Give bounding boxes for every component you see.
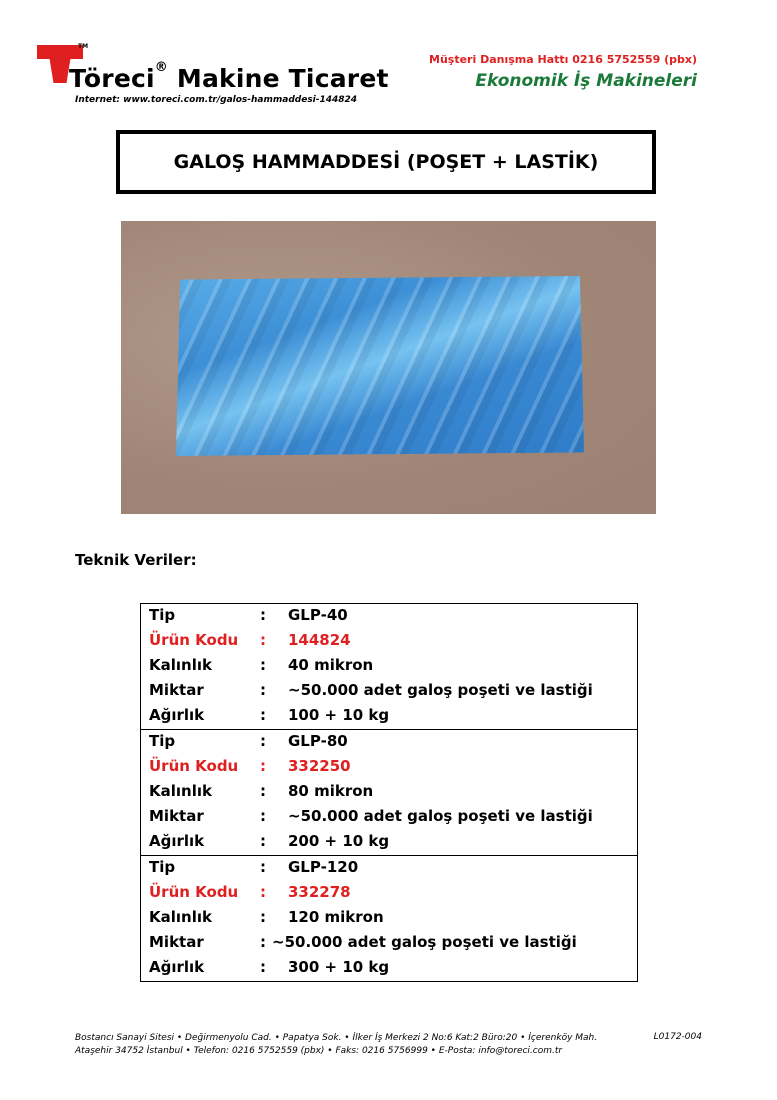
footer-line-1: Bostancı Sanayi Sitesi • Değirmenyolu Cad. • Papatya Sok. • İlker İş Merkezi 2 No:6 Kat:2 Büro:20 • İçerenköy Mah.: [75, 1033, 598, 1043]
section-heading: Teknik Veriler:: [75, 551, 197, 569]
spec-row-urun-kodu: Ürün Kodu : 332250: [149, 757, 351, 775]
spec-row-urun-kodu: Ürün Kodu : 144824: [149, 631, 351, 649]
tip-value: GLP-120: [288, 858, 359, 876]
spec-row-agirlik: Ağırlık : 300 + 10 kg: [149, 958, 390, 976]
page-title-box: [116, 130, 656, 194]
spec-row-kalinlik: Kalınlık : 40 mikron: [149, 656, 374, 674]
spec-group: [141, 729, 637, 855]
urun-kodu-value: 332250: [288, 757, 351, 775]
spec-row-miktar: Miktar : ~50.000 adet galoş poşeti ve lastiği: [149, 933, 577, 951]
spec-row-tip: Tip : GLP-120: [149, 858, 359, 876]
blue-bag-image: [176, 276, 584, 456]
product-photo: [121, 221, 656, 514]
spec-row-tip: Tip : GLP-40: [149, 606, 348, 624]
footer-address: [75, 1032, 597, 1058]
spec-row-tip: Tip : GLP-80: [149, 732, 348, 750]
spec-row-agirlik: Ağırlık : 100 + 10 kg: [149, 706, 390, 724]
tip-value: GLP-80: [288, 732, 348, 750]
page-title: GALOŞ HAMMADDESİ (POŞET + LASTİK): [173, 151, 599, 173]
spec-row-kalinlik: Kalınlık : 80 mikron: [149, 782, 374, 800]
urun-kodu-value: 332278: [288, 883, 351, 901]
spec-row-miktar: Miktar : ~50.000 adet galoş poşeti ve lastiği: [149, 681, 593, 699]
document-number: L0172-004: [653, 1032, 702, 1042]
trademark-mark: TM: [78, 43, 89, 50]
spec-group: [141, 855, 637, 981]
spec-row-agirlik: Ağırlık : 200 + 10 kg: [149, 832, 390, 850]
website-url[interactable]: Internet: www.toreci.com.tr/galos-hammaddesi-144824: [75, 95, 358, 105]
logo-icon: [37, 45, 83, 59]
spec-group: [141, 604, 637, 729]
spec-row-kalinlik: Kalınlık : 120 mikron: [149, 908, 384, 926]
customer-hotline: Müşteri Danışma Hattı 0216 5752559 (pbx): [429, 53, 697, 66]
spec-row-urun-kodu: Ürün Kodu : 332278: [149, 883, 351, 901]
urun-kodu-value: 144824: [288, 631, 351, 649]
tip-value: GLP-40: [288, 606, 348, 624]
footer-line-2: Ataşehir 34752 İstanbul • Telefon: 0216 5752559 (pbx) • Faks: 0216 5756999 • E-Posta: info@toreci.com.tr: [75, 1046, 563, 1056]
brand-name: Töreci® Makine Ticaret: [69, 60, 389, 93]
spec-table: [140, 603, 638, 982]
spec-row-miktar: Miktar : ~50.000 adet galoş poşeti ve lastiği: [149, 807, 593, 825]
slogan: Ekonomik İş Makineleri: [475, 71, 697, 91]
